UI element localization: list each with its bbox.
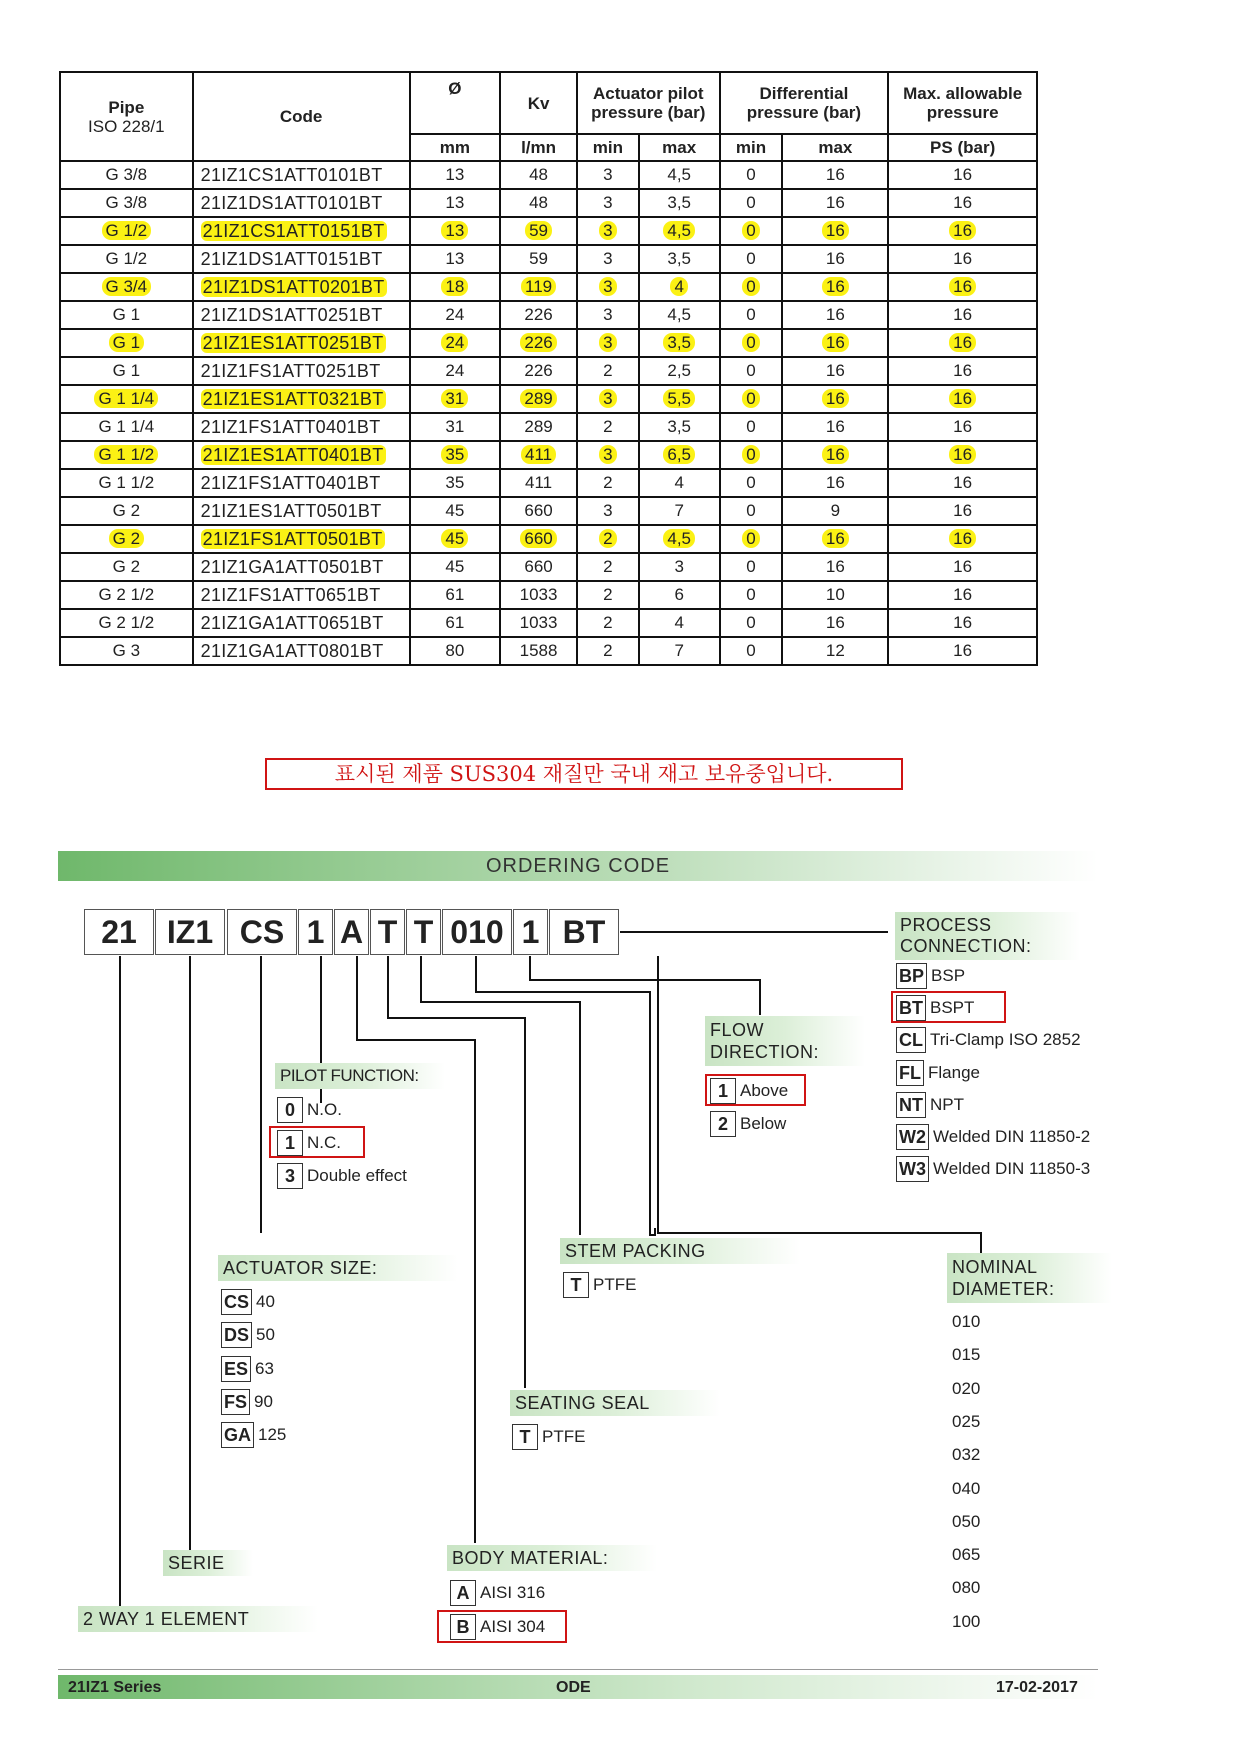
cell-text: 31 (441, 389, 468, 408)
cell-text: G 3 (112, 641, 141, 660)
cell-text: 4 (674, 613, 684, 632)
cell-text: 3 (603, 501, 613, 520)
code-segment-serie: IZ1 (155, 909, 225, 955)
cell-text: 16 (825, 165, 845, 184)
cell-text: 7 (674, 641, 684, 660)
actuator-size-option-code: CS (221, 1289, 252, 1315)
cell-text: 0 (746, 501, 756, 520)
cell-text: 5,5 (663, 389, 695, 408)
cell-text: 59 (525, 221, 552, 240)
seating-seal-option (512, 1424, 585, 1450)
page-footer (58, 1669, 1098, 1699)
cell-text: 3 (599, 333, 616, 352)
process-connection-option-code: NT (896, 1092, 926, 1118)
cell-text: 0 (746, 417, 756, 436)
cell-text: G 1 1/4 (94, 389, 158, 408)
seating-seal-option-code: T (512, 1424, 538, 1450)
process-connection-option-code: CL (896, 1027, 926, 1053)
cell-text: 2 (603, 641, 613, 660)
cell-text: 24 (445, 361, 465, 380)
cell-text: G 1 1/4 (98, 417, 155, 436)
cell-text: 13 (441, 221, 468, 240)
nominal-diameter-value: 040 (952, 1478, 981, 1498)
process-connection-option-label: BSPT (930, 998, 975, 1018)
cell-text: 16 (953, 501, 973, 520)
actuator-size-option (221, 1289, 275, 1315)
process-connection-option (896, 1156, 1090, 1182)
cell-text: 21IZ1FS1ATT0651BT (200, 585, 381, 605)
way-element-title: 2 WAY 1 ELEMENT (78, 1606, 318, 1632)
cell-text: 16 (953, 361, 973, 380)
process-connection-option (896, 1060, 980, 1086)
actuator-size-option-label: 125 (258, 1425, 287, 1445)
cell-text: 13 (445, 165, 465, 184)
pilot-function-option-label: Double effect (307, 1166, 407, 1185)
cell-text: 411 (525, 473, 553, 492)
nominal-diameter-value: 032 (952, 1445, 981, 1465)
cell-text: 16 (822, 445, 849, 464)
header-code: Code (193, 72, 410, 161)
body-material-option-code: A (450, 1580, 476, 1606)
cell-text: 289 (520, 389, 556, 408)
process-connection-title: PROCESS CONNECTION: (895, 912, 1080, 960)
flow-direction-option-label: Above (740, 1081, 789, 1100)
header-kv-unit: l/mn (500, 134, 577, 161)
cell-text: 61 (445, 613, 465, 632)
actuator-size-option-code: DS (221, 1322, 252, 1348)
seating-seal-option-label: PTFE (542, 1427, 586, 1446)
code-segment-body: A (334, 909, 369, 955)
cell-text: 21IZ1GA1ATT0801BT (200, 641, 384, 661)
cell-text: 16 (949, 445, 976, 464)
cell-text: 0 (742, 277, 759, 296)
code-segment-serie-prefix: 21 (84, 909, 154, 955)
cell-text: 3 (603, 165, 613, 184)
process-connection-option (896, 1124, 1090, 1150)
cell-text: 7 (674, 501, 684, 520)
stock-notice: 표시된 제품 SUS304 재질만 국내 재고 보유중입니다. (265, 758, 903, 790)
cell-text: 660 (520, 529, 556, 548)
cell-text: 226 (520, 333, 556, 352)
process-connection-option-label: Tri-Clamp ISO 2852 (930, 1030, 1081, 1050)
cell-text: 0 (746, 305, 756, 324)
cell-text: 289 (524, 417, 553, 436)
nominal-diameter-title: NOMINAL DIAMETER: (947, 1253, 1112, 1303)
process-connection-option-code: FL (896, 1060, 924, 1086)
body-material-title: BODY MATERIAL: (447, 1545, 657, 1571)
cell-text: G 1 1/2 (94, 445, 158, 464)
process-connection-option-label: NPT (930, 1094, 964, 1114)
highlight-nc (269, 1126, 365, 1158)
cell-text: 35 (445, 473, 465, 492)
cell-text: 21IZ1ES1ATT0321BT (202, 389, 384, 409)
cell-text: 16 (825, 557, 845, 576)
cell-text: 21IZ1DS1ATT0201BT (202, 277, 385, 297)
cell-text: 2 (603, 585, 613, 604)
process-connection-option (896, 1092, 964, 1118)
nominal-diameter-value: 015 (952, 1345, 981, 1365)
highlight-bspt (891, 991, 1006, 1023)
cell-text: 119 (521, 277, 556, 296)
cell-text: G 1 (109, 333, 144, 352)
cell-text: 21IZ1DS1ATT0151BT (200, 249, 383, 269)
cell-text: 4,5 (663, 529, 695, 548)
cell-text: 0 (746, 193, 756, 212)
cell-text: 16 (825, 473, 845, 492)
cell-text: 31 (445, 417, 465, 436)
cell-text: 21IZ1GA1ATT0501BT (200, 557, 384, 577)
actuator-size-option-code: FS (221, 1389, 250, 1415)
cell-text: 21IZ1ES1ATT0251BT (202, 333, 384, 353)
body-material-option-code: B (450, 1614, 476, 1640)
nominal-diameter-value: 050 (952, 1511, 981, 1531)
cell-text: 3 (599, 445, 616, 464)
cell-text: 45 (445, 501, 465, 520)
cell-text: 16 (825, 249, 845, 268)
header-kv: Kv (500, 72, 577, 134)
cell-text: G 3/8 (105, 165, 148, 184)
cell-text: 3,5 (667, 417, 691, 436)
cell-text: 4,5 (667, 305, 691, 324)
code-segment-actuator: CS (227, 909, 297, 955)
cell-text: 24 (445, 305, 465, 324)
process-connection-option-label: Flange (928, 1062, 980, 1082)
nominal-diameter-value: 025 (952, 1411, 981, 1431)
process-connection-option-label: Welded DIN 11850-3 (933, 1159, 1091, 1179)
ordering-code-title: ORDERING CODE (485, 855, 671, 877)
cell-text: 21IZ1CS1ATT0151BT (202, 221, 385, 241)
header-ps: PS (bar) (888, 134, 1037, 161)
cell-text: 0 (742, 221, 759, 240)
cell-text: 3,5 (663, 333, 695, 352)
cell-text: 1033 (519, 585, 558, 604)
actuator-size-option (221, 1322, 275, 1348)
cell-text: G 2 1/2 (98, 613, 155, 632)
cell-text: 21IZ1FS1ATT0501BT (202, 529, 383, 549)
cell-text: 16 (822, 221, 849, 240)
actuator-size-option (221, 1422, 286, 1448)
cell-text: 16 (822, 529, 849, 548)
cell-text: 0 (742, 389, 759, 408)
cell-text: 4 (674, 473, 684, 492)
cell-text: 16 (949, 529, 976, 548)
cell-text: 45 (441, 529, 468, 548)
actuator-size-option-label: 50 (256, 1325, 275, 1345)
process-connection-option-code: W2 (896, 1124, 929, 1150)
cell-text: 0 (746, 361, 756, 380)
cell-text: 16 (822, 389, 849, 408)
cell-text: 226 (524, 305, 553, 324)
header-dia-unit: mm (410, 134, 501, 161)
code-segment-flow: 1 (513, 909, 548, 955)
cell-text: G 2 1/2 (98, 585, 155, 604)
cell-text: 0 (746, 473, 756, 492)
cell-text: 21IZ1CS1ATT0101BT (200, 165, 383, 185)
cell-text: 2 (599, 529, 616, 548)
pilot-function-option (277, 1163, 407, 1189)
header-act-min: min (577, 134, 639, 161)
cell-text: G 2 (112, 501, 141, 520)
flow-direction-title: FLOW DIRECTION: (705, 1016, 865, 1066)
cell-text: 3 (603, 305, 613, 324)
cell-text: 16 (822, 333, 849, 352)
cell-text: 3,5 (667, 249, 691, 268)
nominal-diameter-value: 010 (952, 1312, 981, 1331)
process-connection-option-label: BSP (931, 966, 966, 985)
process-connection-option-label: Welded DIN 11850-2 (933, 1127, 1091, 1146)
cell-text: 2 (603, 557, 613, 576)
cell-text: 9 (830, 501, 841, 520)
footer-series: 21IZ1 Series (68, 1679, 162, 1696)
cell-text: 16 (825, 305, 845, 324)
process-connection-option-code: BT (896, 995, 926, 1021)
nominal-diameter-value: 080 (952, 1578, 981, 1598)
flow-direction-option-label: Below (740, 1114, 787, 1133)
cell-text: 3 (599, 389, 616, 408)
cell-text: 660 (524, 557, 553, 576)
header-diff-max: max (782, 134, 888, 161)
seating-seal-title: SEATING SEAL (510, 1390, 720, 1416)
pilot-function-title: PILOT FUNCTION: (275, 1063, 445, 1089)
cell-text: 0 (746, 641, 756, 660)
pilot-function-option (277, 1097, 342, 1123)
process-connection-option-code: BP (896, 963, 927, 989)
cell-text: 0 (746, 613, 756, 632)
cell-text: 3,5 (667, 193, 691, 212)
cell-text: G 3/4 (102, 277, 152, 296)
cell-text: 21IZ1ES1ATT0501BT (200, 501, 382, 521)
nominal-diameter-value: 020 (952, 1378, 981, 1398)
pilot-function-option-label: N.O. (307, 1100, 342, 1119)
cell-text: 2 (603, 361, 613, 380)
actuator-size-option-code: GA (221, 1422, 254, 1448)
pilot-function-option-label: N.C. (307, 1133, 341, 1152)
pilot-function-option-code: 1 (277, 1130, 303, 1156)
cell-text: G 1 (112, 361, 141, 380)
actuator-size-option-label: 40 (256, 1292, 275, 1311)
cell-text: G 2 (109, 529, 144, 548)
header-dia: Ø (410, 72, 501, 134)
cell-text: 3 (599, 277, 616, 296)
cell-text: 2 (603, 473, 613, 492)
cell-text: 411 (521, 445, 556, 464)
cell-text: 16 (825, 193, 845, 212)
stem-packing-option-code: T (563, 1272, 589, 1298)
cell-text: 16 (825, 361, 845, 380)
cell-text: 3 (674, 557, 684, 576)
cell-text: 35 (441, 445, 468, 464)
header-diff-min: min (720, 134, 783, 161)
cell-text: 21IZ1ES1ATT0401BT (202, 445, 384, 465)
cell-text: 1588 (519, 641, 558, 660)
cell-text: 4 (670, 277, 687, 296)
cell-text: 45 (445, 557, 465, 576)
cell-text: G 1/2 (105, 249, 148, 268)
process-connection-option (896, 963, 965, 989)
pilot-function-option-code: 3 (277, 1163, 303, 1189)
cell-text: 16 (953, 613, 973, 632)
cell-text: 0 (746, 557, 756, 576)
cell-text: 16 (949, 389, 976, 408)
header-actuator: Actuator pilot pressure (bar) (577, 72, 720, 134)
cell-text: 16 (953, 473, 973, 492)
cell-text: 3 (599, 221, 616, 240)
header-differential: Differential pressure (bar) (720, 72, 889, 134)
cell-text: 80 (445, 641, 465, 660)
cell-text: 21IZ1DS1ATT0101BT (200, 193, 383, 213)
code-segment-seal: T (370, 909, 405, 955)
cell-text: 2 (603, 417, 613, 436)
cell-text: 0 (746, 249, 756, 268)
code-segment-pilot: 1 (298, 909, 333, 955)
cell-text: 13 (445, 193, 465, 212)
header-max-allowable: Max. allowable pressure (888, 72, 1037, 134)
cell-text: 6 (674, 585, 684, 604)
actuator-size-option-label: 90 (254, 1391, 273, 1411)
cell-text: 16 (949, 221, 976, 240)
cell-text: 1033 (519, 613, 558, 632)
cell-text: 16 (953, 417, 973, 436)
nominal-diameter-value: 065 (952, 1545, 981, 1565)
cell-text: 12 (825, 641, 845, 660)
cell-text: 16 (822, 277, 849, 296)
cell-text: 21IZ1GA1ATT0651BT (200, 613, 384, 633)
process-connection-option-code: W3 (896, 1156, 929, 1182)
cell-text: 16 (953, 165, 973, 184)
cell-text: 18 (441, 277, 468, 296)
cell-text: 16 (825, 613, 845, 632)
cell-text: 16 (953, 249, 973, 268)
cell-text: G 2 (112, 557, 141, 576)
cell-text: 16 (825, 417, 845, 436)
cell-text: 16 (949, 333, 976, 352)
cell-text: 0 (746, 585, 756, 604)
actuator-size-option-code: ES (221, 1356, 251, 1382)
actuator-size-option-label: 63 (255, 1358, 274, 1378)
cell-text: 24 (441, 333, 468, 352)
highlight-aisi304 (437, 1610, 567, 1643)
cell-text: 3 (603, 249, 613, 268)
cell-text: 3 (603, 193, 613, 212)
body-material-option (450, 1580, 545, 1606)
cell-text: 16 (953, 557, 973, 576)
stem-packing-title: STEM PACKING (560, 1238, 800, 1264)
cell-text: 21IZ1FS1ATT0401BT (200, 473, 381, 493)
cell-text: 4,5 (663, 221, 695, 240)
cell-text: 4,5 (667, 165, 691, 184)
cell-text: G 3/8 (105, 193, 148, 212)
code-segment-connection: BT (549, 909, 619, 955)
cell-text: 226 (524, 361, 553, 380)
cell-text: 0 (742, 529, 759, 548)
body-material-option-label: AISI 316 (480, 1583, 546, 1602)
header-pipe: Pipe ISO 228/1 (60, 72, 193, 161)
stem-packing-option (563, 1272, 636, 1298)
cell-text: 16 (953, 193, 973, 212)
stem-packing-option-label: PTFE (593, 1275, 637, 1294)
cell-text: 2,5 (667, 361, 691, 380)
body-material-option-label: AISI 304 (480, 1616, 546, 1636)
process-connection-option (896, 1027, 1081, 1053)
cell-text: 61 (445, 585, 465, 604)
cell-text: 13 (445, 249, 465, 268)
cell-text: 21IZ1FS1ATT0251BT (200, 361, 381, 381)
cell-text: G 1 1/2 (98, 473, 155, 492)
pilot-function-option-code: 0 (277, 1097, 303, 1123)
footer-rule (58, 1669, 1098, 1670)
cell-text: G 1 (112, 305, 141, 324)
cell-text: 16 (949, 277, 976, 296)
header-act-max: max (639, 134, 720, 161)
cell-text: 0 (746, 165, 756, 184)
cell-text: 48 (529, 193, 549, 212)
cell-text: 59 (529, 249, 549, 268)
cell-text: 16 (953, 305, 973, 324)
actuator-size-title: ACTUATOR SIZE: (218, 1255, 458, 1281)
footer-center: ODE (556, 1679, 591, 1696)
flow-direction-option-code: 2 (710, 1111, 736, 1137)
cell-text: G 1/2 (102, 221, 152, 240)
code-segment-stem: T (406, 909, 441, 955)
cell-text: 660 (524, 501, 553, 520)
serie-title: SERIE (163, 1550, 253, 1576)
actuator-size-option (221, 1356, 274, 1382)
cell-text: 48 (529, 165, 549, 184)
cell-text: 6,5 (663, 445, 695, 464)
cell-text: 10 (825, 585, 845, 604)
cell-text: 21IZ1FS1ATT0401BT (200, 417, 381, 437)
footer-date: 17-02-2017 (996, 1679, 1078, 1696)
code-segment-diameter: 010 (442, 909, 512, 955)
actuator-size-option (221, 1389, 273, 1415)
nominal-diameter-value: 100 (952, 1611, 981, 1631)
flow-direction-option-code: 1 (710, 1078, 736, 1104)
cell-text: 16 (953, 641, 973, 660)
cell-text: 2 (603, 613, 613, 632)
cell-text: 16 (953, 585, 973, 604)
highlight-above (705, 1074, 806, 1106)
cell-text: 21IZ1DS1ATT0251BT (200, 305, 383, 325)
cell-text: 0 (742, 333, 759, 352)
flow-direction-option (710, 1111, 786, 1137)
cell-text: 0 (742, 445, 759, 464)
